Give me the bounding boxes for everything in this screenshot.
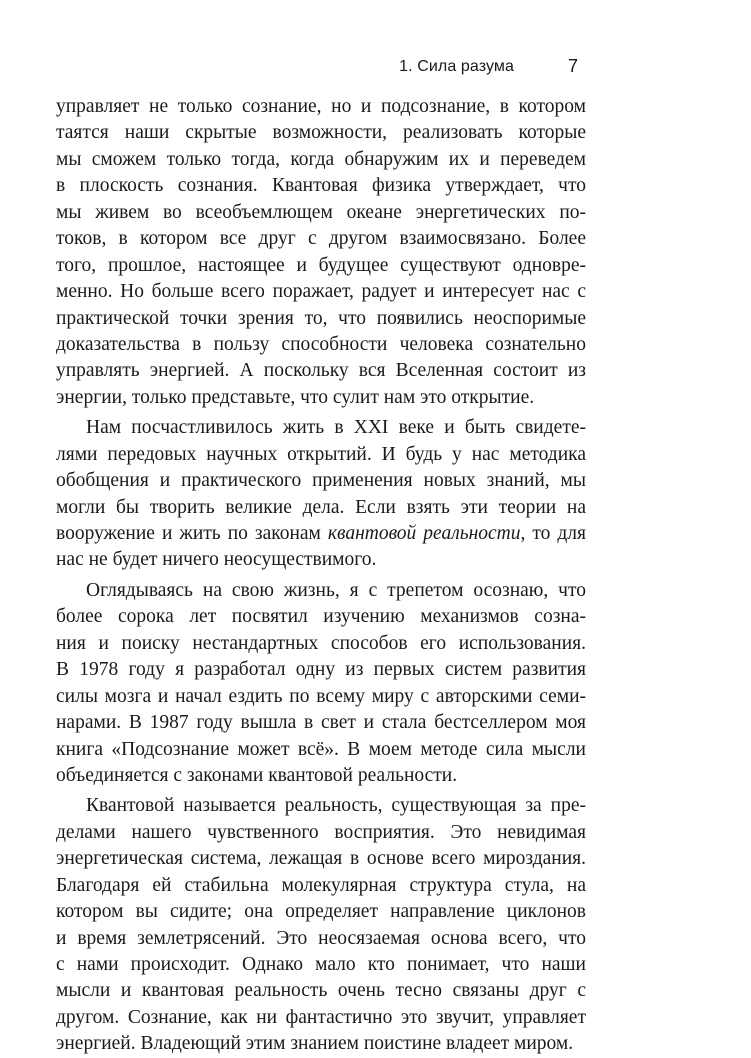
text-line: ния и поиску нестандартных способов его использования. xyxy=(56,632,586,654)
text-line: котором вы сидите; она определяет направление циклонов xyxy=(56,901,586,923)
text-line: лями передовых научных открытий. И будь у нас методика xyxy=(56,443,586,465)
text-line: книга «Подсознание может всё». В моем методе сила мысли xyxy=(56,738,586,760)
text-line: Квантовой называется реальность, существующая за пре- xyxy=(86,795,586,817)
text-line: с нами происходит. Однако мало кто понимает, что наши xyxy=(56,954,586,975)
paragraph-3 xyxy=(56,578,586,790)
text-line: мы сможем только тогда, когда обнаружим их и переведем xyxy=(56,148,586,170)
text-line: более сорока лет посвятил изучению механизмов созна- xyxy=(56,606,586,628)
text-line: другом. Сознание, как ни фантастично это звучит, управляет xyxy=(56,1006,586,1028)
text-line: того, прошлое, настоящее и будущее существуют одновре- xyxy=(56,254,586,276)
text-segment: , то для xyxy=(520,523,586,544)
text-segment: вооружение и жить по законам xyxy=(56,523,328,544)
page-number: 7 xyxy=(567,56,578,76)
text-line: делами нашего чувственного восприятия. Это невидимая xyxy=(56,821,586,843)
text-line: мы живем во всеобъемлющем океане энергетических по- xyxy=(56,201,586,223)
running-head xyxy=(56,56,584,80)
text-line: нас не будет ничего неосуществимого. xyxy=(56,549,377,571)
text-line: таятся наши скрытые возможности, реализовать которые xyxy=(56,122,586,144)
text-line: управлять энергией. А поскольку вся Вселенная состоит из xyxy=(56,360,586,382)
text-line: Благодаря ей стабильна молекулярная структура стула, на xyxy=(56,874,586,896)
paragraph-4 xyxy=(56,793,586,1057)
text-line: энергией. Владеющий этим знанием поистине владеет миром. xyxy=(56,1033,574,1055)
text-line: мысли и квантовая реальность очень тесно связаны друг с xyxy=(56,980,586,1002)
text-line: силы мозга и начал ездить по всему миру с авторскими семи- xyxy=(56,685,586,707)
text-line: Нам посчастливилось жить в XXI веке и быть свидете- xyxy=(86,417,586,439)
text-line: нарами. В 1987 году вышла в свет и стала бестселлером моя xyxy=(56,712,586,734)
paragraph-1 xyxy=(56,94,586,411)
text-line: управляет не только сознание, но и подсознание, в котором xyxy=(56,96,586,117)
text-line: менно. Но больше всего поражает, радует и интересует нас с xyxy=(56,281,586,303)
text-line: доказательства в пользу способности человека сознательно xyxy=(56,333,586,355)
text-line: Оглядываясь на свою жизнь, я с трепетом осознаю, что xyxy=(86,579,586,601)
text-line: объединяется с законами квантовой реальности. xyxy=(56,764,458,786)
text-line: и время землетрясений. Это неосязаемая основа всего, что xyxy=(56,927,586,949)
text-line: практической точки зрения то, что появились неоспоримые xyxy=(56,307,586,329)
text-line: энергетическая система, лежащая в основе всего мироздания. xyxy=(56,848,586,870)
text-line: токов, в котором все друг с другом взаимосвязано. Более xyxy=(56,228,586,250)
chapter-title: 1. Сила разума xyxy=(399,58,514,75)
text-line: могли бы творить великие дела. Если взять эти теории на xyxy=(56,496,586,518)
text-line: В 1978 году я разработал одну из первых систем развития xyxy=(56,659,586,681)
text-line: энергии, только представьте, что сулит нам это открытие. xyxy=(56,386,535,408)
body-text xyxy=(56,94,586,1058)
paragraph-2 xyxy=(56,415,586,574)
emphasis-quantum-reality: квантовой реальности xyxy=(327,523,521,544)
text-line: в плоскость сознания. Квантовая физика утверждает, что xyxy=(56,175,586,197)
text-line-with-emphasis xyxy=(56,521,586,547)
text-line: обобщения и практического применения новых знаний, мы xyxy=(56,470,586,492)
